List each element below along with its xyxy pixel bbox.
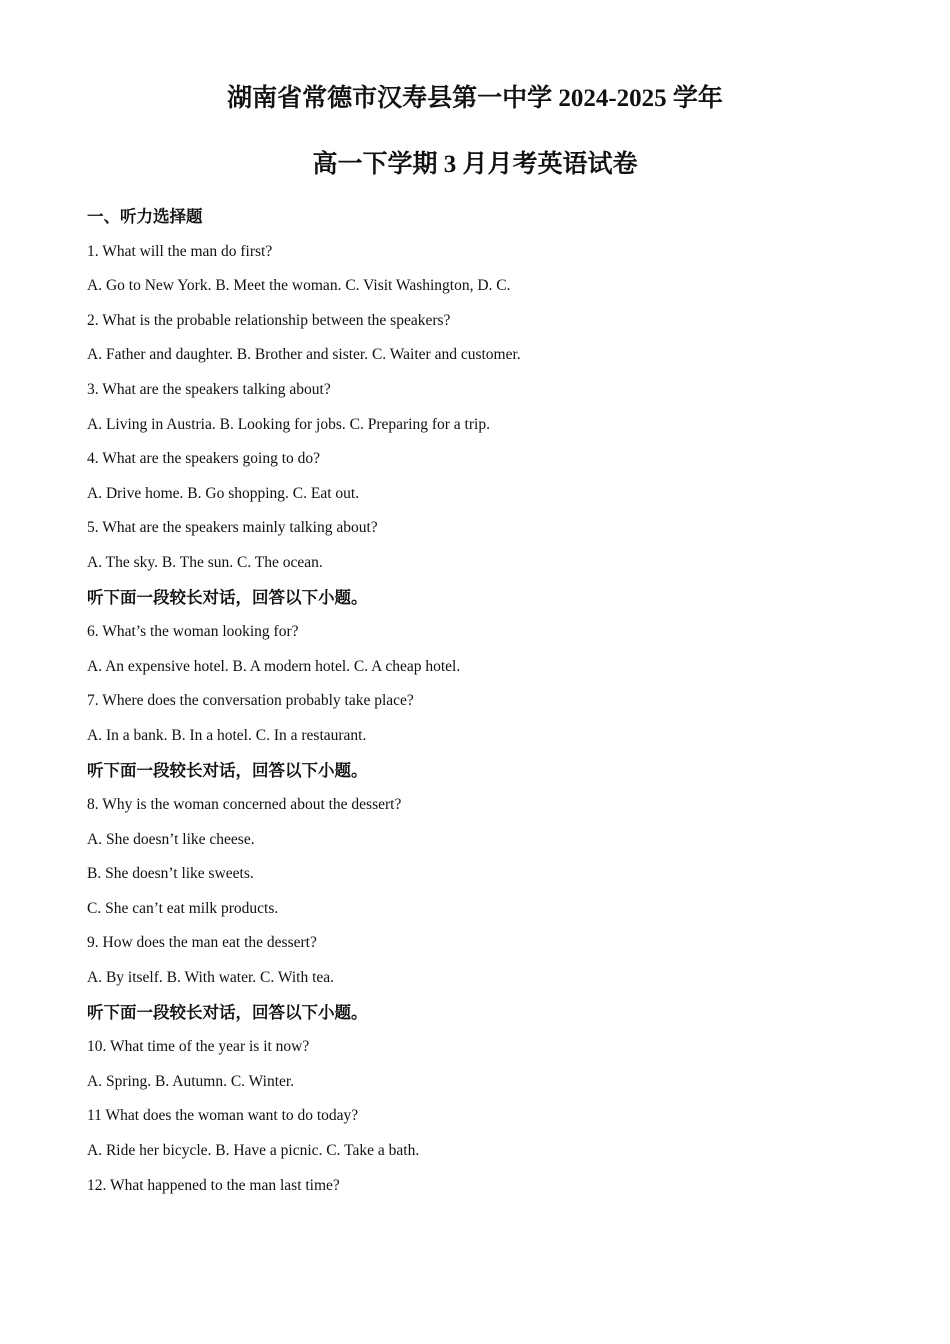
- answer-options: A. An expensive hotel. B. A modern hotel. C. A cheap hotel.: [87, 657, 461, 675]
- answer-options: C. She can’t eat milk products.: [87, 899, 279, 917]
- exam-title-line2: 高一下学期 3 月月考英语试卷: [312, 151, 638, 178]
- question-text: 9. How does the man eat the dessert?: [87, 934, 317, 952]
- answer-options: A. She doesn’t like cheese.: [87, 830, 255, 848]
- question-text: 7. Where does the conversation probably take place?: [87, 692, 414, 710]
- question-text: 1. What will the man do first?: [87, 242, 273, 260]
- exam-content: [87, 205, 887, 1208]
- question-text: 6. What’s the woman looking for?: [87, 623, 299, 641]
- section-heading: 一、听力选择题: [87, 207, 203, 226]
- question-text: 2. What is the probable relationship between the speakers?: [87, 311, 451, 329]
- answer-options: B. She doesn’t like sweets.: [87, 865, 254, 883]
- answer-options: A. Spring. B. Autumn. C. Winter.: [87, 1072, 295, 1090]
- exam-title-line1: 湖南省常德市汉寿县第一中学 2024-2025 学年: [227, 85, 723, 112]
- question-text: 8. Why is the woman concerned about the dessert?: [87, 796, 402, 814]
- question-text: 12. What happened to the man last time?: [87, 1176, 340, 1194]
- answer-options: A. Living in Austria. B. Looking for jobs. C. Preparing for a trip.: [87, 415, 490, 433]
- question-text: 11 What does the woman want to do today?: [87, 1107, 359, 1125]
- section-heading: 听下面一段较长对话，回答以下小题。: [87, 760, 368, 780]
- answer-options: A. Go to New York. B. Meet the woman. C. Visit Washington, D. C.: [87, 277, 511, 295]
- question-text: 4. What are the speakers going to do?: [87, 450, 320, 468]
- answer-options: A. In a bank. B. In a hotel. C. In a restaurant.: [87, 726, 367, 744]
- answer-options: A. Father and daughter. B. Brother and sister. C. Waiter and customer.: [87, 346, 521, 364]
- question-text: 3. What are the speakers talking about?: [87, 380, 331, 398]
- question-text: 5. What are the speakers mainly talking about?: [87, 519, 378, 537]
- answer-options: A. By itself. B. With water. C. With tea.: [87, 969, 335, 987]
- answer-options: A. Drive home. B. Go shopping. C. Eat out.: [87, 484, 360, 502]
- answer-options: A. The sky. B. The sun. C. The ocean.: [87, 553, 323, 571]
- answer-options: A. Ride her bicycle. B. Have a picnic. C. Take a bath.: [87, 1142, 420, 1160]
- section-heading: 听下面一段较长对话，回答以下小题。: [87, 587, 368, 607]
- question-text: 10. What time of the year is it now?: [87, 1038, 310, 1056]
- section-heading: 听下面一段较长对话，回答以下小题。: [87, 1002, 368, 1022]
